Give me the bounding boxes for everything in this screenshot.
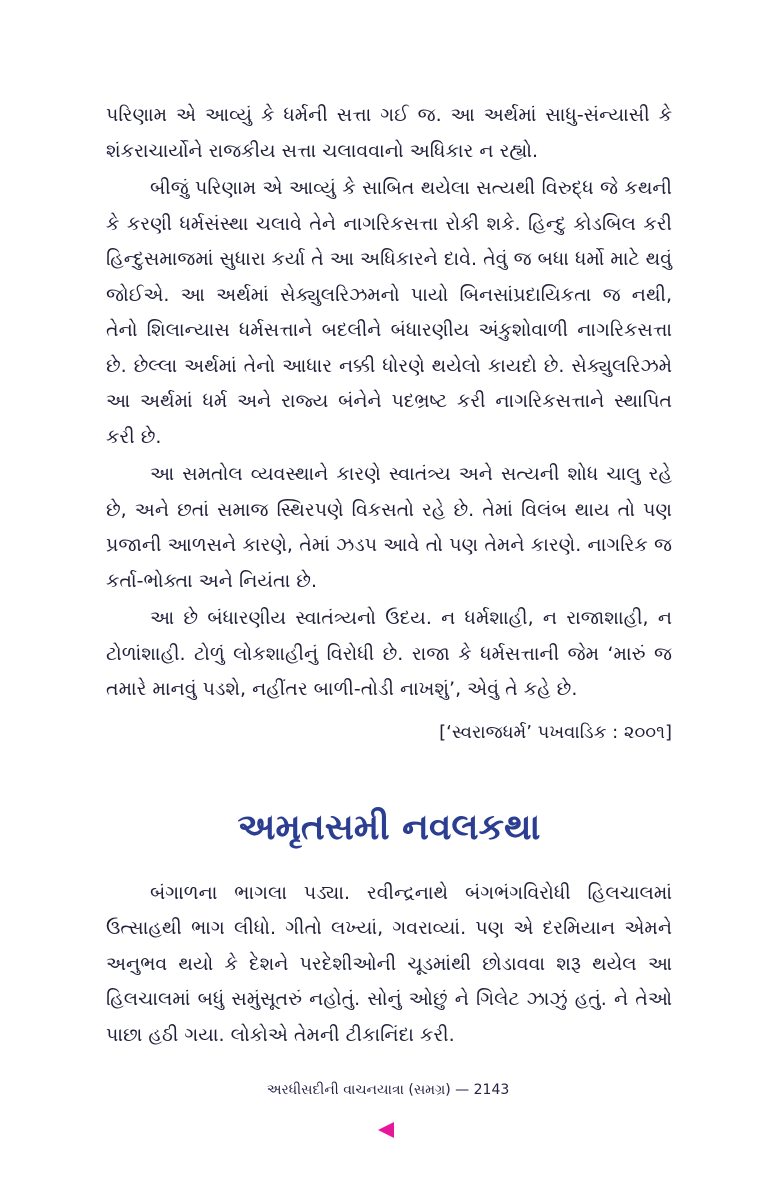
page-body bbox=[106, 98, 672, 1053]
paragraph-4: આ છે બંધારણીય સ્વાતંત્ર્યનો ઉદય. ન ધર્મશાહી, ન રાજાશાહી, ન ટોળાંશાહી. ટોળું લોકશાહીનું વિરોધી છે. રાજા કે ધર્મસત્તાની જેમ ‘મારું જ તમારે માનવું પડશે, નહીંતર બાળી-તોડી નાખશું’, એવું તે કહે છે. bbox=[106, 607, 672, 700]
paragraph-1: પરિણામ એ આવ્યું કે ધર્મની સત્તા ગઈ જ. આ અર્થમાં સાધુ-સંન્યાસી કે શંકરાચાર્યોને રાજકીય સત્તા ચલાવવાનો અધિકાર ન રહ્યો. bbox=[106, 104, 672, 162]
chapter-paragraph-1: બંગાળના ભાગલા પડ્યા. રવીન્દ્રનાથે બંગભંગવિરોધી હિલચાલમાં ઉત્સાહથી ભાગ લીધો. ગીતો લખ્યાં, ગવરાવ્યાં. પણ એ દરમિયાન એમને અનુભવ થયો કે દેશને પરદેશીઓની ચૂડમાંથી છોડાવવા શરૂ થયેલ આ હિલચાલમાં બધું સમુંસૂતરું નહોતું. સોનું ઓછું ને ગિલેટ ઝાઝું હતું. ને તેઓ પાછા હઠી ગયા. લોકોએ તેમની ટીકાનિંદા કરી. bbox=[106, 881, 672, 1046]
chapter-title: અમૃતસમી નવલકથા bbox=[237, 806, 541, 848]
page-footer: અરધીસદીની વાચનયાત્રા (સમગ્ર) — 2143 bbox=[266, 1082, 510, 1098]
previous-page-arrow-icon[interactable] bbox=[378, 1122, 394, 1138]
paragraph-2: બીજું પરિણામ એ આવ્યું કે સાબિત થયેલા સત્યથી વિરુદ્ધ જે કથની કે કરણી ધર્મસંસ્થા ચલાવે તેને નાગરિકસત્તા રોકી શકે. હિન્દુ કોડબિલ કરી હિન્દુસમાજમાં સુધારા કર્યા તે આ અધિકારને દાવે. તેવું જ બધા ધર્મો માટે થવું જોઈએ. આ અર્થમાં સેક્યુલરિઝમનો પાયો બિનસાંપ્રદાયિકતા જ નથી, તેનો શિલાન્યાસ ધર્મસત્તાને બદલીને બંધારણીય અંકુશોવાળી નાગરિકસત્તા છે. છેલ્લા અર્થમાં તેનો આધાર નક્કી ધોરણે થયેલો કાયદો છે. સેક્યુલરિઝમે આ અર્થમાં ધર્મ અને રાજ્ય બંનેને પદભ્રષ્ટ કરી નાગરિકસત્તાને સ્થાપિત કરી છે. bbox=[106, 177, 672, 448]
source-citation: [‘સ્વરાજધર્મ’ પખવાડિક : ૨૦૦૧] bbox=[439, 721, 672, 743]
paragraph-3: આ સમતોલ વ્યવસ્થાને કારણે સ્વાતંત્ર્ય અને સત્યની શોધ ચાલુ રહે છે, અને છતાં સમાજ સ્થિરપણે વિકસતો રહે છે. તેમાં વિલંબ થાય તો પણ પ્રજાની આળસને કારણે, તેમાં ઝડપ આવે તો પણ તેમને કારણે. નાગરિક જ કર્તા-ભોક્તા અને નિયંતા છે. bbox=[106, 463, 672, 592]
